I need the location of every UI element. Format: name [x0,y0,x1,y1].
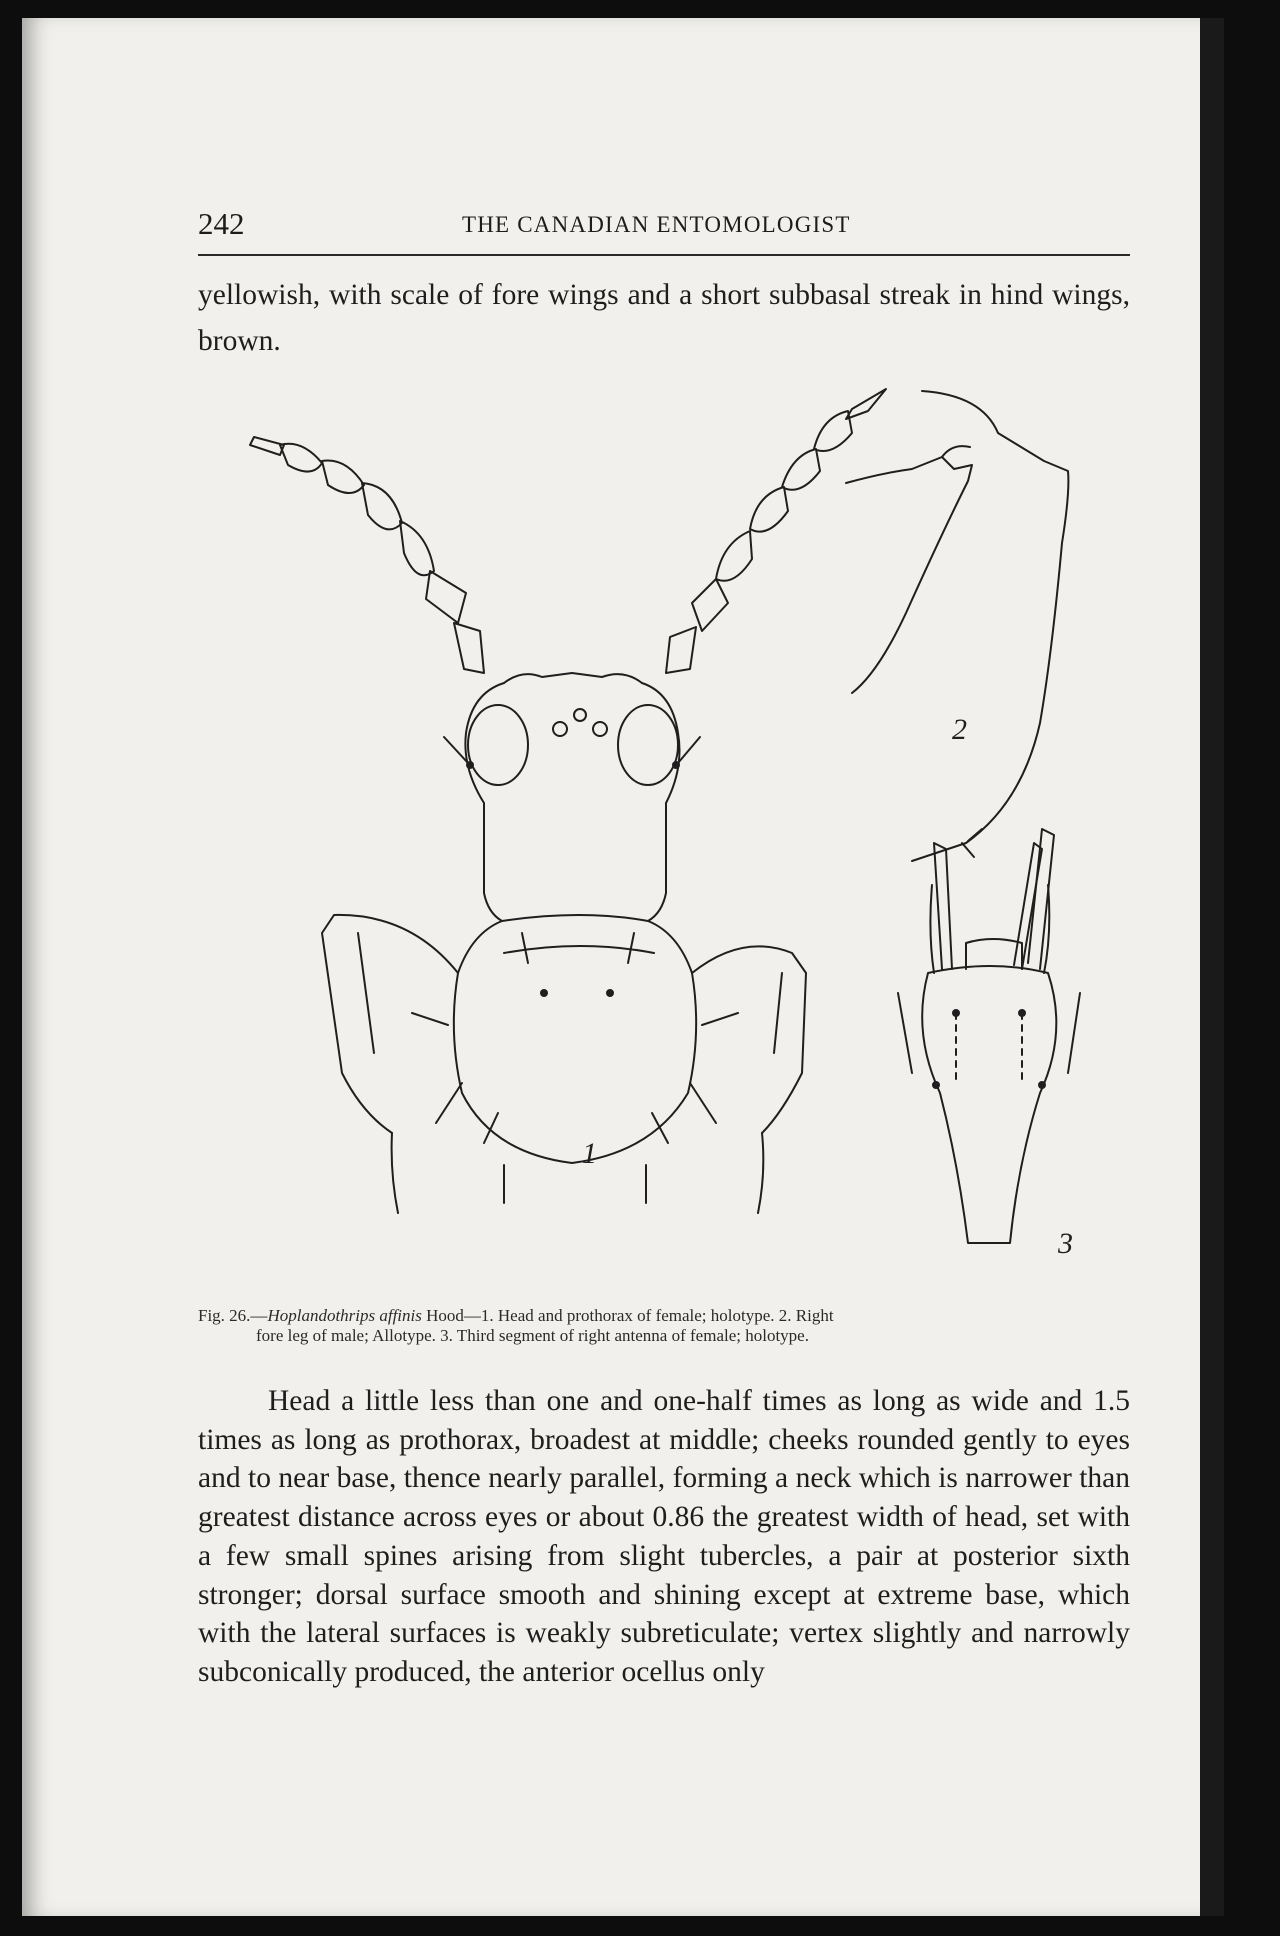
caption-species: Hoplandothrips affinis [267,1306,422,1325]
caption-line-1 [198,1306,1134,1326]
running-head: THE CANADIAN ENTOMOLOGIST [462,212,851,237]
caption-fig-number: Fig. 26.— [198,1306,268,1325]
fig3-label: 3 [1058,1227,1073,1260]
caption-line-2: fore leg of male; Allotype. 3. Third segment of right antenna of female; holotype. [256,1326,809,1345]
page-edge-shadow [1200,18,1224,1916]
page-number: 242 [198,206,245,241]
fig3-antenna-segment-drawing [898,829,1080,1243]
caption-line-1-rest: Hood—1. Head and prothorax of female; holotype. 2. Right [421,1306,834,1325]
body-paragraph-1: yellowish, with scale of fore wings and a short subbasal streak in hind wings, brown. [198,279,1130,357]
body-paragraph-2: Head a little less than one and one-half times as long as wide and 1.5 times as long as prothorax, broadest at middle; cheeks rounded gently to eyes and to near base, thence nearly parallel, forming a neck which is narrower than greatest distance across eyes or about 0.86 the greatest width of head, set with a few small spines arising from slight tubercles, a pair at posterior sixth stronger; dorsal surface smooth and shining except at extreme base, which with the lateral surfaces is weakly subreticulate; vertex slightly and narrowly subconically produced, the anterior ocellus only [198,1385,1130,1688]
fig2-label: 2 [952,713,967,746]
header-rule [198,254,1130,256]
fig1-head-prothorax-drawing [250,389,886,1213]
book-page [22,18,1200,1916]
fig1-label: 1 [582,1137,597,1170]
fig2-fore-leg-drawing [846,391,1068,861]
thrips-figure [222,373,1142,1303]
figure-caption [198,1306,1134,1346]
